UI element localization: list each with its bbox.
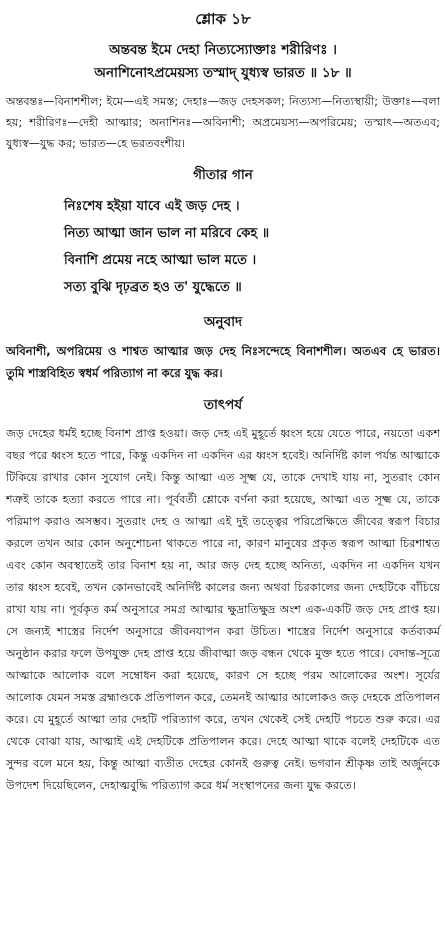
purport-heading: তাৎপর্য <box>203 397 243 413</box>
song-heading: গীতার গান <box>193 167 253 183</box>
song-line-1: নিঃশেষ হইয়া যাবে এই জড় দেহ । <box>64 199 240 214</box>
song-line-4: সত্য বুঝি দৃঢ়ব্রত হও ত' যুদ্ধেতে ॥ <box>64 280 242 295</box>
translation-text: অবিনাশী, অপরিমেয় ও শাশ্বত আত্মার জড় দেহ নিঃসন্দেহে বিনাশশীল। অতএব হে ভারত। তুমি শাস্ত্রবিহিত স্বধর্ম পরিত্যাগ না করে যুদ্ধ কর। <box>6 344 440 380</box>
book-page <box>0 8 446 952</box>
translation-heading: অনুবাদ <box>203 314 243 330</box>
sanskrit-line-1: অন্তবন্ত ইমে দেহা নিত্যস্যোক্তাঃ শরীরিণঃ । <box>109 42 337 58</box>
sanskrit-verse <box>6 39 440 85</box>
song-line-3: বিনাশি প্রমেয় নহে আত্মা ভাল মতে । <box>64 253 257 268</box>
song-verse <box>6 193 440 301</box>
word-synonyms: অন্তবন্তঃ—বিনাশশীল; ইমে—এই সমস্ত; দেহাঃ—জড় দেহসকল; নিত্যস্য—নিত্যস্থায়ী; উক্তাঃ—বলা হয়; শরীরিণঃ—দেহী আত্মার; অনাশিনঃ—অবিনাশী; অপ্রমেয়স্য—অপরিমেয়; তস্মাৎ—অতএব; যুধ্যস্ব—যুদ্ধ কর; ভারত—হে ভরতবংশীয়। <box>6 95 440 150</box>
verse-title: শ্লোক ১৮ <box>195 10 251 28</box>
song-line-2: নিত্য আত্মা জান ভাল না মরিবে কেহ ॥ <box>64 226 270 241</box>
sanskrit-line-2: অনাশিনোঽপ্রমেয়স্য তস্মাদ্ যুধ্যস্ব ভারত ॥ ১৮ ॥ <box>94 65 352 81</box>
purport-text: জড় দেহের ধর্মই হচ্ছে বিনাশ প্রাপ্ত হওয়া। জড় দেহ এই মুহূর্তে ধ্বংস হয়ে যেতে পারে, নয়তো একশ বছর পরে ধ্বংস হতে পারে, কিন্তু একদিন না একদিন এর ধ্বংস হবেই। অনির্দিষ্ট কাল পর্যন্ত আত্মাকে টিকিয়ে রাখার কোন সুযোগ নেই। কিন্তু আত্মা এত সূক্ষ্ম যে, তাকে দেখাই যায় না, সুতরাং কোন শত্রুই তাকে হত্যা করতে পারে না। পূর্ববর্তী শ্লোকে বর্ণনা করা হয়েছে, আত্মা এত সূক্ষ্ম যে, তাকে পরিমাপ করাও অসম্ভব। সুতরাং দেহ ও আত্মা এই দুই তত্ত্বের পরিপ্রেক্ষিতে জীবের স্বরূপ বিচার করলে তখন আর কোন অনুশোচনা থাকতে পারে না, কারণ মানুষের প্রকৃত স্বরূপ আত্মা চিরশাশ্বত এবং কোন অবস্থাতেই তার বিনাশ হয় না, আর জড় দেহ হচ্ছে অনিত্য, একদিন না একদিন যখন তার ধ্বংস হবেই, তখন কোনভাবেই অনির্দিষ্ট কালের জন্য অথবা চিরকালের জন্য দেহটিকে বাঁচিয়ে রাখা যায় না। পূর্বকৃত কর্ম অনুসারে সমগ্র আত্মার ক্ষুদ্রাতিক্ষুদ্র অংশ এক-একটি জড় দেহ প্রাপ্ত হয়। সে জন্যই শাস্ত্রের নির্দেশ অনুসারে জীবনযাপন করা উচিত। শাস্ত্রের নির্দেশ অনুসারে কর্তব্যকর্ম অনুষ্ঠান করার ফলে উপযুক্ত দেহ প্রাপ্ত হয়ে জীবাত্মা জড় বন্ধন থেকে মুক্ত হতে পারে। বেদান্ত-সূত্রে আত্মাকে আলোক বলে সম্বোধন করা হয়েছে, কারণ সে হচ্ছে পরম আলোকের অংশ। সূর্যের আলোক যেমন সমস্ত ব্রহ্মাণ্ডকে প্রতিপালন করে, তেমনই আত্মার আলোকও জড় দেহকে প্রতিপালন করে। যে মুহূর্তে আত্মা তার দেহটি পরিত্যাগ করে, তখন থেকেই সেই দেহটি পচতে শুরু করে। এর থেকে বোঝা যায়, আত্মাই এই দেহটিকে প্রতিপালন করে। দেহে আত্মা থাকে বলেই দেহটিকে এত সুন্দর বলে মনে হয়, কিন্তু আত্মা ব্যতীত দেহের কোনই গুরুত্ব নেই। ভগবান শ্রীকৃষ্ণ তাই অর্জুনকে উপদেশ দিয়েছিলেন, দেহাত্মবুদ্ধি পরিত্যাগ করে ধর্ম সংস্থাপনের জন্য যুদ্ধ করতে। <box>6 427 440 792</box>
